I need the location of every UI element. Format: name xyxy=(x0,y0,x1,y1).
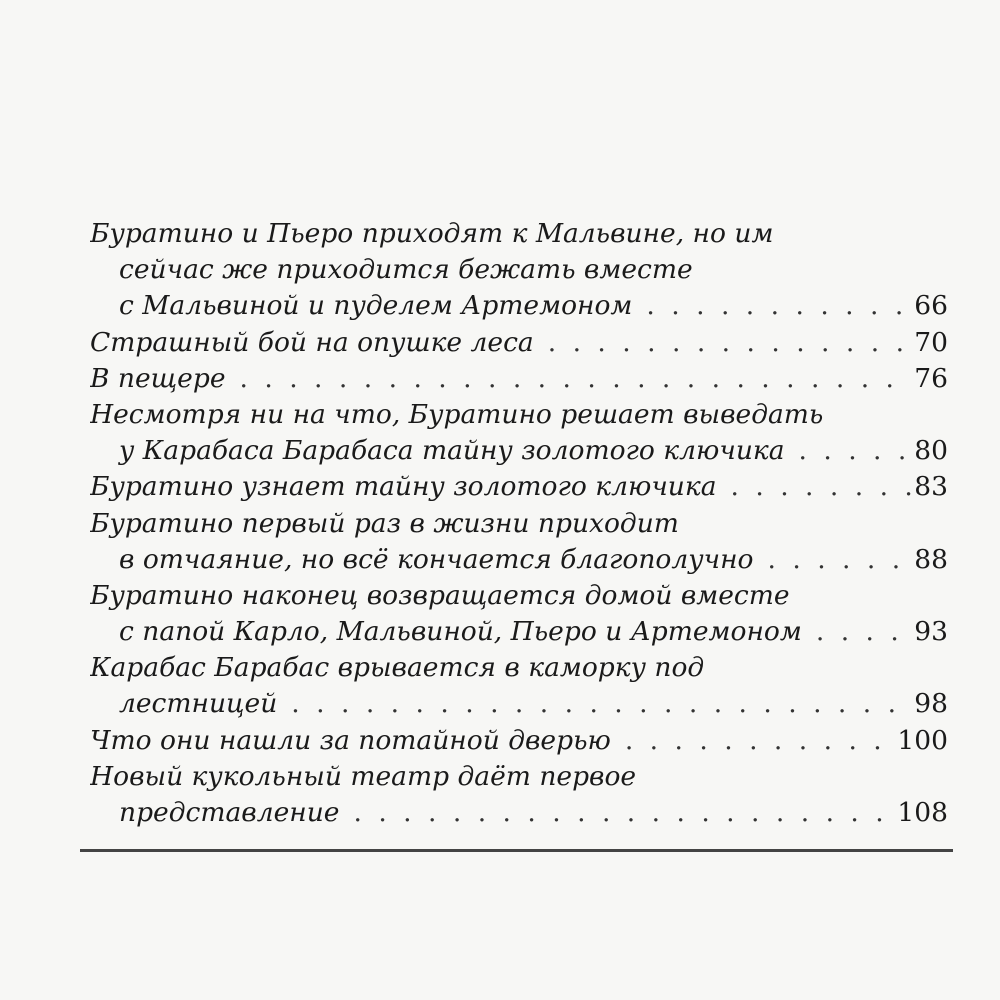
toc-entry-title-line: с папой Карло, Мальвиной, Пьеро и Артемоном xyxy=(119,616,802,648)
dot-leader xyxy=(625,723,896,759)
toc-entry[interactable] xyxy=(90,650,948,722)
toc-entry-title-line: представление xyxy=(119,797,340,828)
horizontal-rule xyxy=(80,849,953,852)
toc-page-number: 88 xyxy=(914,543,948,575)
toc-entry-title-line: лестницей xyxy=(119,688,278,720)
dot-leader xyxy=(548,325,913,361)
toc-entry-title-line: Буратино узнает тайну золотого ключика xyxy=(90,471,717,503)
toc-page-number: 76 xyxy=(914,362,948,394)
toc-entry-title-line: сейчас же приходится бежать вместе xyxy=(119,254,693,286)
dot-leader xyxy=(240,361,913,397)
toc-page-number: 93 xyxy=(914,616,948,648)
toc-entry-title-line: Что они нашли за потайной дверью xyxy=(90,724,611,756)
dot-leader xyxy=(816,614,912,650)
toc-entry[interactable] xyxy=(90,506,948,578)
dot-leader xyxy=(646,288,912,324)
toc-page-number: 80 xyxy=(914,435,948,467)
table-of-contents xyxy=(90,216,948,831)
dot-leader xyxy=(799,433,913,469)
toc-page-number: 70 xyxy=(914,326,948,358)
dot-leader xyxy=(291,686,912,722)
dot-leader xyxy=(731,469,913,505)
toc-entry-title-line: в отчаяние, но всё кончается благополучно xyxy=(119,543,754,575)
toc-entry-title-line: Страшный бой на опушке леса xyxy=(90,326,534,358)
toc-entry-title-line: с Мальвиной и пуделем Артемоном xyxy=(119,290,633,322)
toc-entry[interactable] xyxy=(90,759,948,831)
toc-entry-title-line: В пещере xyxy=(90,362,226,394)
toc-entry-title-line: Буратино первый раз в жизни приходит xyxy=(90,507,679,539)
toc-entry[interactable] xyxy=(90,723,948,759)
toc-page-number: 98 xyxy=(914,688,948,720)
toc-entry[interactable] xyxy=(90,397,948,469)
toc-page-number: 66 xyxy=(914,290,948,322)
toc-entry[interactable] xyxy=(90,361,948,397)
toc-entry[interactable] xyxy=(90,578,948,650)
toc-entry[interactable] xyxy=(90,325,948,361)
toc-entry-title-line: Карабас Барабас врывается в каморку под xyxy=(90,652,705,684)
toc-page-number: 83 xyxy=(914,471,948,503)
toc-entry[interactable] xyxy=(90,216,948,325)
toc-entry-title-line: у Карабаса Барабаса тайну золотого ключика xyxy=(119,435,785,467)
toc-entry-title-line: Буратино наконец возвращается домой вместе xyxy=(90,579,790,611)
dot-leader xyxy=(353,795,895,831)
toc-entry-title-line: Несмотря ни на что, Буратино решает выведать xyxy=(90,398,824,430)
toc-entry-title-line: Новый кукольный театр даёт первое xyxy=(90,760,637,792)
toc-entry[interactable] xyxy=(90,469,948,505)
toc-page-number: 100 xyxy=(897,724,948,756)
toc-entry-title-line: Буратино и Пьеро приходят к Мальвине, но им xyxy=(90,218,774,249)
toc-page-number: 108 xyxy=(897,797,948,828)
dot-leader xyxy=(768,542,913,578)
